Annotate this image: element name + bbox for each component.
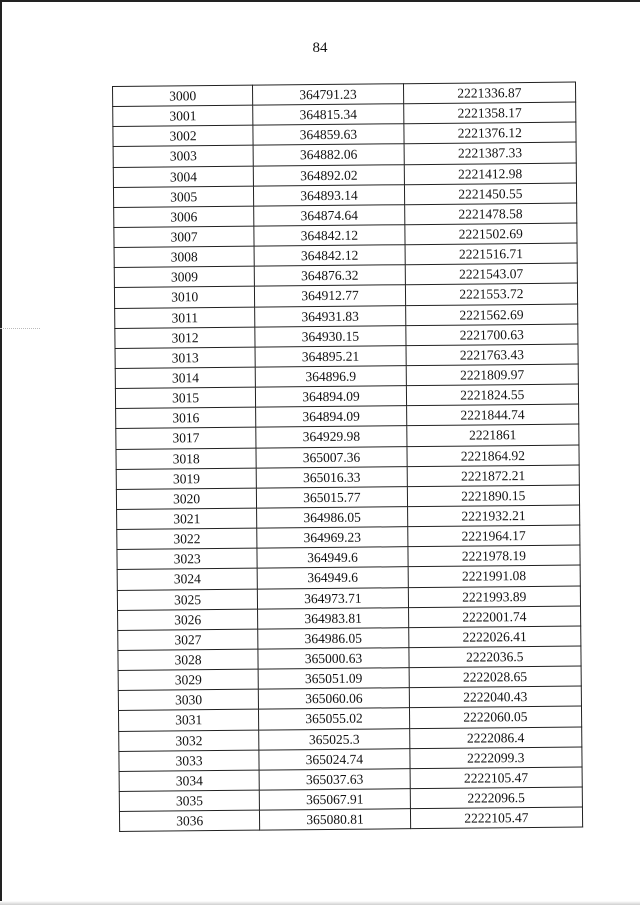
y-coordinate-cell: 2222105.47 xyxy=(410,767,583,789)
y-coordinate-cell: 2221562.69 xyxy=(405,304,578,326)
point-id-cell: 3028 xyxy=(118,649,258,670)
point-id-cell: 3014 xyxy=(115,367,255,388)
point-id-cell: 3004 xyxy=(113,166,253,187)
x-coordinate-cell: 365007.36 xyxy=(256,446,407,468)
y-coordinate-cell: 2221553.72 xyxy=(405,283,578,305)
y-coordinate-cell: 2221700.63 xyxy=(405,324,578,346)
y-coordinate-cell: 2221412.98 xyxy=(404,163,577,185)
point-id-cell: 3008 xyxy=(114,246,254,267)
coordinates-table-body xyxy=(113,82,583,832)
point-id-cell: 3023 xyxy=(117,548,257,569)
y-coordinate-cell: 2221978.19 xyxy=(408,545,581,567)
point-id-cell: 3009 xyxy=(114,266,254,287)
table-row xyxy=(119,807,582,832)
y-coordinate-cell: 2221376.12 xyxy=(404,122,577,144)
y-coordinate-cell: 2221872.21 xyxy=(407,465,580,487)
y-coordinate-cell: 2221543.07 xyxy=(405,263,578,285)
x-coordinate-cell: 365025.3 xyxy=(259,728,410,750)
x-coordinate-cell: 364893.14 xyxy=(254,184,405,206)
point-id-cell: 3002 xyxy=(113,125,253,146)
x-coordinate-cell: 365080.81 xyxy=(260,809,411,831)
point-id-cell: 3020 xyxy=(116,488,256,509)
point-id-cell: 3003 xyxy=(113,146,253,167)
y-coordinate-cell: 2222096.5 xyxy=(410,787,583,809)
y-coordinate-cell: 2221516.71 xyxy=(405,243,578,265)
point-id-cell: 3030 xyxy=(118,689,258,710)
x-coordinate-cell: 364930.15 xyxy=(255,325,406,347)
point-id-cell: 3029 xyxy=(118,669,258,690)
point-id-cell: 3026 xyxy=(118,609,258,630)
y-coordinate-cell: 2221932.21 xyxy=(407,505,580,527)
point-id-cell: 3013 xyxy=(115,347,255,368)
y-coordinate-cell: 2222028.65 xyxy=(409,666,582,688)
x-coordinate-cell: 364986.05 xyxy=(257,507,408,529)
x-coordinate-cell: 365037.63 xyxy=(259,768,410,790)
page-number: 84 xyxy=(312,40,328,56)
x-coordinate-cell: 364842.12 xyxy=(254,245,405,267)
y-coordinate-cell: 2221991.08 xyxy=(408,565,581,587)
y-coordinate-cell: 2222001.74 xyxy=(408,606,581,628)
point-id-cell: 3031 xyxy=(118,709,258,730)
scan-edge-bottom xyxy=(0,901,640,905)
y-coordinate-cell: 2221450.55 xyxy=(404,183,577,205)
point-id-cell: 3024 xyxy=(117,569,257,590)
y-coordinate-cell: 2221358.17 xyxy=(403,102,576,124)
x-coordinate-cell: 364929.98 xyxy=(256,426,407,448)
y-coordinate-cell: 2221336.87 xyxy=(403,82,576,104)
point-id-cell: 3001 xyxy=(113,105,253,126)
x-coordinate-cell: 364876.32 xyxy=(255,265,406,287)
point-id-cell: 3011 xyxy=(115,307,255,328)
point-id-cell: 3035 xyxy=(119,790,259,811)
x-coordinate-cell: 365055.02 xyxy=(259,708,410,730)
scan-edge-top xyxy=(0,0,640,2)
x-coordinate-cell: 364874.64 xyxy=(254,205,405,227)
point-id-cell: 3022 xyxy=(117,528,257,549)
x-coordinate-cell: 365000.63 xyxy=(258,648,409,670)
y-coordinate-cell: 2221964.17 xyxy=(407,525,580,547)
y-coordinate-cell: 2222040.43 xyxy=(409,686,582,708)
x-coordinate-cell: 364986.05 xyxy=(258,627,409,649)
y-coordinate-cell: 2221861 xyxy=(406,424,579,446)
point-id-cell: 3010 xyxy=(114,287,254,308)
x-coordinate-cell: 364949.6 xyxy=(257,567,408,589)
point-id-cell: 3033 xyxy=(119,750,259,771)
point-id-cell: 3021 xyxy=(117,508,257,529)
y-coordinate-cell: 2222026.41 xyxy=(408,626,581,648)
x-coordinate-cell: 364983.81 xyxy=(258,607,409,629)
x-coordinate-cell: 364882.06 xyxy=(253,144,404,166)
point-id-cell: 3036 xyxy=(119,810,259,831)
y-coordinate-cell: 2221864.92 xyxy=(407,445,580,467)
point-id-cell: 3015 xyxy=(115,387,255,408)
y-coordinate-cell: 2221478.58 xyxy=(404,203,577,225)
x-coordinate-cell: 365067.91 xyxy=(260,789,411,811)
x-coordinate-cell: 364815.34 xyxy=(253,104,404,126)
point-id-cell: 3018 xyxy=(116,448,256,469)
point-id-cell: 3005 xyxy=(113,186,253,207)
y-coordinate-cell: 2221993.89 xyxy=(408,586,581,608)
point-id-cell: 3016 xyxy=(116,407,256,428)
x-coordinate-cell: 364973.71 xyxy=(258,587,409,609)
y-coordinate-cell: 2222105.47 xyxy=(410,807,583,829)
x-coordinate-cell: 365060.06 xyxy=(259,688,410,710)
x-coordinate-cell: 364842.12 xyxy=(254,225,405,247)
point-id-cell: 3019 xyxy=(116,468,256,489)
point-id-cell: 3025 xyxy=(117,589,257,610)
y-coordinate-cell: 2221387.33 xyxy=(404,142,577,164)
y-coordinate-cell: 2222099.3 xyxy=(410,747,583,769)
scan-mark xyxy=(0,328,40,329)
y-coordinate-cell: 2221824.55 xyxy=(406,384,579,406)
coordinates-table xyxy=(112,82,583,833)
x-coordinate-cell: 364894.09 xyxy=(256,406,407,428)
x-coordinate-cell: 364892.02 xyxy=(254,164,405,186)
y-coordinate-cell: 2222060.05 xyxy=(409,706,582,728)
point-id-cell: 3027 xyxy=(118,629,258,650)
x-coordinate-cell: 365051.09 xyxy=(258,668,409,690)
point-id-cell: 3034 xyxy=(119,770,259,791)
point-id-cell: 3017 xyxy=(116,428,256,449)
y-coordinate-cell: 2221844.74 xyxy=(406,404,579,426)
x-coordinate-cell: 364949.6 xyxy=(257,547,408,569)
y-coordinate-cell: 2221809.97 xyxy=(406,364,579,386)
point-id-cell: 3032 xyxy=(119,730,259,751)
x-coordinate-cell: 364896.9 xyxy=(255,366,406,388)
point-id-cell: 3000 xyxy=(113,85,253,106)
x-coordinate-cell: 365015.77 xyxy=(257,486,408,508)
x-coordinate-cell: 364859.63 xyxy=(253,124,404,146)
x-coordinate-cell: 365016.33 xyxy=(256,466,407,488)
y-coordinate-cell: 2221890.15 xyxy=(407,485,580,507)
y-coordinate-cell: 2221763.43 xyxy=(406,344,579,366)
x-coordinate-cell: 364969.23 xyxy=(257,527,408,549)
x-coordinate-cell: 364895.21 xyxy=(255,346,406,368)
x-coordinate-cell: 364894.09 xyxy=(256,386,407,408)
point-id-cell: 3006 xyxy=(114,206,254,227)
y-coordinate-cell: 2222086.4 xyxy=(409,727,582,749)
y-coordinate-cell: 2222036.5 xyxy=(409,646,582,668)
x-coordinate-cell: 365024.74 xyxy=(259,748,410,770)
scan-edge-left xyxy=(0,0,2,905)
point-id-cell: 3012 xyxy=(115,327,255,348)
x-coordinate-cell: 364931.83 xyxy=(255,305,406,327)
x-coordinate-cell: 364912.77 xyxy=(255,285,406,307)
point-id-cell: 3007 xyxy=(114,226,254,247)
y-coordinate-cell: 2221502.69 xyxy=(405,223,578,245)
x-coordinate-cell: 364791.23 xyxy=(253,84,404,106)
